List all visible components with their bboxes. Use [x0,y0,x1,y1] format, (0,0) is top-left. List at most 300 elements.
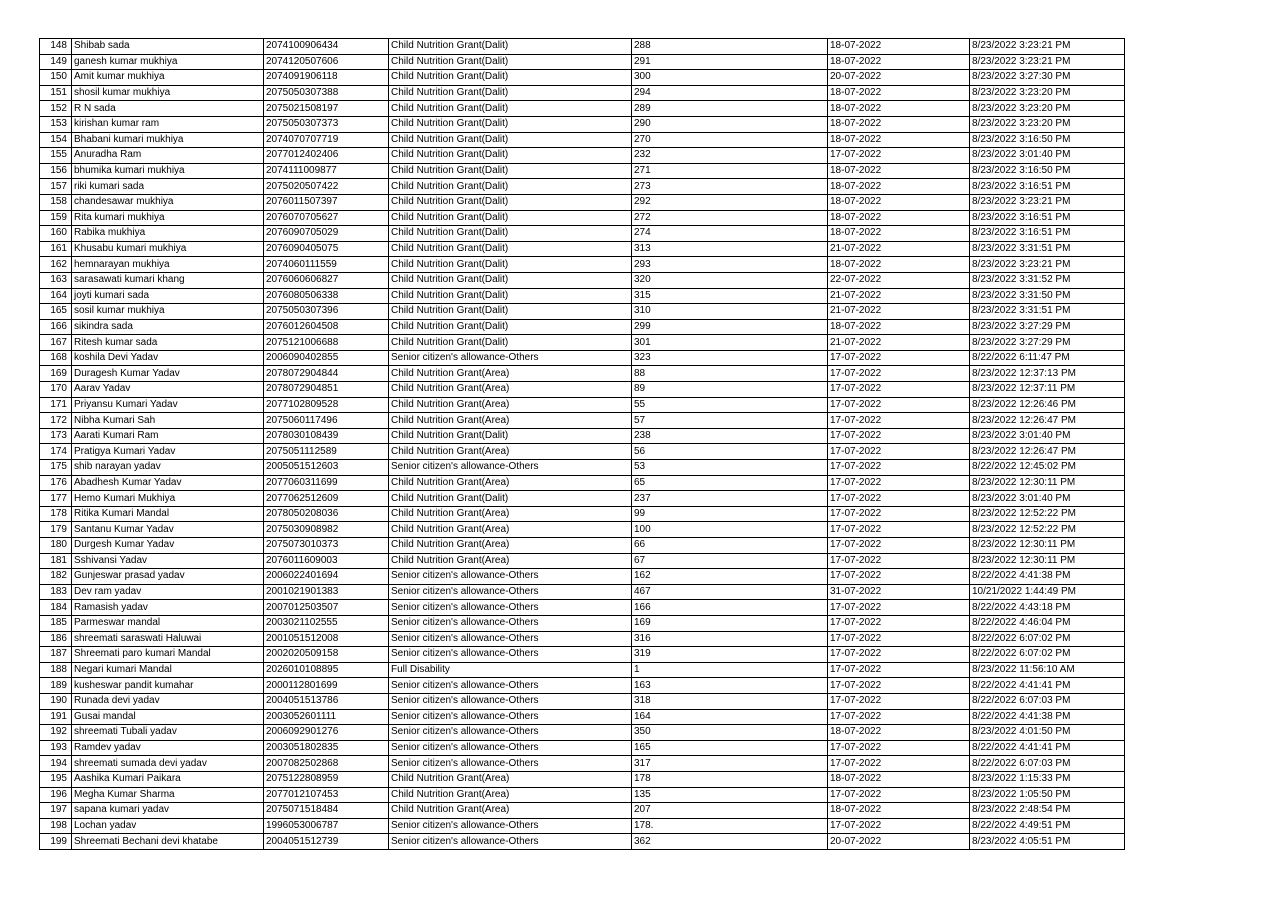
timestamp-cell: 8/22/2022 4:49:51 PM [970,818,1125,834]
registration-number-cell: 350 [632,725,828,741]
beneficiary-table [39,38,1125,850]
allowance-type-cell: Child Nutrition Grant(Dalit) [389,226,632,242]
date-cell: 17-07-2022 [828,647,970,663]
name-cell: Ramasish yadav [72,600,264,616]
registration-number-cell: 238 [632,428,828,444]
table-row [40,569,1125,585]
allowance-type-cell: Child Nutrition Grant(Area) [389,397,632,413]
id-number-cell: 2074070707719 [264,132,389,148]
date-cell: 18-07-2022 [828,319,970,335]
table-row [40,506,1125,522]
registration-number-cell: 313 [632,241,828,257]
registration-number-cell: 316 [632,631,828,647]
serial-number-cell: 198 [40,818,72,834]
name-cell: Ramdev yadav [72,740,264,756]
registration-number-cell: 99 [632,506,828,522]
allowance-type-cell: Senior citizen's allowance-Others [389,350,632,366]
allowance-type-cell: Child Nutrition Grant(Dalit) [389,257,632,273]
name-cell: shreemati saraswati Haluwai [72,631,264,647]
serial-number-cell: 155 [40,148,72,164]
timestamp-cell: 8/23/2022 3:23:21 PM [970,194,1125,210]
id-number-cell: 2075121006688 [264,335,389,351]
date-cell: 17-07-2022 [828,475,970,491]
registration-number-cell: 317 [632,756,828,772]
name-cell: sikindra sada [72,319,264,335]
date-cell: 17-07-2022 [828,413,970,429]
table-row [40,631,1125,647]
timestamp-cell: 8/22/2022 4:41:38 PM [970,709,1125,725]
name-cell: Durgesh Kumar Yadav [72,538,264,554]
table-row [40,350,1125,366]
registration-number-cell: 53 [632,460,828,476]
date-cell: 18-07-2022 [828,116,970,132]
registration-number-cell: 178 [632,771,828,787]
timestamp-cell: 8/22/2022 6:11:47 PM [970,350,1125,366]
date-cell: 18-07-2022 [828,725,970,741]
serial-number-cell: 170 [40,382,72,398]
serial-number-cell: 188 [40,662,72,678]
name-cell: shreemati sumada devi yadav [72,756,264,772]
name-cell: sosil kumar mukhiya [72,304,264,320]
id-number-cell: 2078030108439 [264,428,389,444]
name-cell: sapana kumari yadav [72,803,264,819]
id-number-cell: 2077102809528 [264,397,389,413]
registration-number-cell: 169 [632,615,828,631]
timestamp-cell: 8/22/2022 4:41:41 PM [970,740,1125,756]
serial-number-cell: 164 [40,288,72,304]
registration-number-cell: 57 [632,413,828,429]
registration-number-cell: 178. [632,818,828,834]
table-row [40,335,1125,351]
date-cell: 18-07-2022 [828,771,970,787]
allowance-type-cell: Child Nutrition Grant(Dalit) [389,194,632,210]
registration-number-cell: 290 [632,116,828,132]
name-cell: shreemati Tubali yadav [72,725,264,741]
allowance-type-cell: Child Nutrition Grant(Area) [389,444,632,460]
timestamp-cell: 8/23/2022 3:27:29 PM [970,335,1125,351]
table-row [40,319,1125,335]
timestamp-cell: 8/23/2022 4:01:50 PM [970,725,1125,741]
serial-number-cell: 148 [40,39,72,55]
table-row [40,444,1125,460]
registration-number-cell: 56 [632,444,828,460]
date-cell: 18-07-2022 [828,132,970,148]
registration-number-cell: 315 [632,288,828,304]
id-number-cell: 2076090705029 [264,226,389,242]
name-cell: Lochan yadav [72,818,264,834]
timestamp-cell: 8/23/2022 2:48:54 PM [970,803,1125,819]
serial-number-cell: 179 [40,522,72,538]
id-number-cell: 2000112801699 [264,678,389,694]
serial-number-cell: 156 [40,163,72,179]
serial-number-cell: 193 [40,740,72,756]
allowance-type-cell: Senior citizen's allowance-Others [389,740,632,756]
registration-number-cell: 271 [632,163,828,179]
name-cell: Hemo Kumari Mukhiya [72,491,264,507]
allowance-type-cell: Child Nutrition Grant(Dalit) [389,70,632,86]
name-cell: Megha Kumar Sharma [72,787,264,803]
id-number-cell: 2075073010373 [264,538,389,554]
serial-number-cell: 168 [40,350,72,366]
serial-number-cell: 157 [40,179,72,195]
date-cell: 17-07-2022 [828,631,970,647]
allowance-type-cell: Child Nutrition Grant(Dalit) [389,210,632,226]
allowance-type-cell: Child Nutrition Grant(Area) [389,506,632,522]
id-number-cell: 2077060311699 [264,475,389,491]
serial-number-cell: 161 [40,241,72,257]
name-cell: kusheswar pandit kumahar [72,678,264,694]
timestamp-cell: 8/23/2022 12:26:46 PM [970,397,1125,413]
registration-number-cell: 320 [632,272,828,288]
timestamp-cell: 8/23/2022 3:16:50 PM [970,163,1125,179]
table-row [40,709,1125,725]
timestamp-cell: 8/23/2022 4:05:51 PM [970,834,1125,850]
serial-number-cell: 165 [40,304,72,320]
id-number-cell: 2005051512603 [264,460,389,476]
date-cell: 17-07-2022 [828,569,970,585]
timestamp-cell: 8/22/2022 6:07:03 PM [970,756,1125,772]
name-cell: Rabika mukhiya [72,226,264,242]
serial-number-cell: 158 [40,194,72,210]
id-number-cell: 1996053006787 [264,818,389,834]
registration-number-cell: 135 [632,787,828,803]
date-cell: 18-07-2022 [828,54,970,70]
name-cell: Abadhesh Kumar Yadav [72,475,264,491]
date-cell: 17-07-2022 [828,553,970,569]
serial-number-cell: 187 [40,647,72,663]
table-row [40,397,1125,413]
date-cell: 21-07-2022 [828,304,970,320]
date-cell: 17-07-2022 [828,600,970,616]
allowance-type-cell: Senior citizen's allowance-Others [389,756,632,772]
registration-number-cell: 310 [632,304,828,320]
allowance-type-cell: Child Nutrition Grant(Dalit) [389,148,632,164]
timestamp-cell: 8/23/2022 3:31:51 PM [970,304,1125,320]
timestamp-cell: 8/23/2022 3:23:21 PM [970,39,1125,55]
timestamp-cell: 8/23/2022 3:27:29 PM [970,319,1125,335]
allowance-type-cell: Child Nutrition Grant(Dalit) [389,179,632,195]
table-row [40,101,1125,117]
date-cell: 17-07-2022 [828,538,970,554]
allowance-type-cell: Child Nutrition Grant(Area) [389,366,632,382]
allowance-type-cell: Senior citizen's allowance-Others [389,678,632,694]
table-body [40,39,1125,850]
timestamp-cell: 8/23/2022 12:26:47 PM [970,413,1125,429]
serial-number-cell: 185 [40,615,72,631]
date-cell: 17-07-2022 [828,740,970,756]
id-number-cell: 2076011507397 [264,194,389,210]
serial-number-cell: 178 [40,506,72,522]
timestamp-cell: 8/23/2022 3:31:50 PM [970,288,1125,304]
name-cell: Amit kumar mukhiya [72,70,264,86]
id-number-cell: 2075021508197 [264,101,389,117]
registration-number-cell: 166 [632,600,828,616]
date-cell: 18-07-2022 [828,194,970,210]
date-cell: 20-07-2022 [828,70,970,86]
id-number-cell: 2075050307388 [264,85,389,101]
allowance-type-cell: Child Nutrition Grant(Dalit) [389,428,632,444]
date-cell: 17-07-2022 [828,615,970,631]
timestamp-cell: 8/23/2022 12:30:11 PM [970,475,1125,491]
name-cell: Sshivansi Yadav [72,553,264,569]
timestamp-cell: 8/23/2022 3:23:20 PM [970,85,1125,101]
serial-number-cell: 197 [40,803,72,819]
date-cell: 18-07-2022 [828,257,970,273]
table-row [40,756,1125,772]
id-number-cell: 2075071518484 [264,803,389,819]
id-number-cell: 2078072904844 [264,366,389,382]
date-cell: 17-07-2022 [828,678,970,694]
name-cell: Santanu Kumar Yadav [72,522,264,538]
name-cell: Gusai mandal [72,709,264,725]
serial-number-cell: 149 [40,54,72,70]
table-row [40,740,1125,756]
id-number-cell: 2074111009877 [264,163,389,179]
date-cell: 21-07-2022 [828,241,970,257]
allowance-type-cell: Child Nutrition Grant(Dalit) [389,491,632,507]
allowance-type-cell: Child Nutrition Grant(Area) [389,771,632,787]
table-row [40,163,1125,179]
serial-number-cell: 171 [40,397,72,413]
allowance-type-cell: Child Nutrition Grant(Area) [389,382,632,398]
table-row [40,647,1125,663]
timestamp-cell: 8/23/2022 3:01:40 PM [970,491,1125,507]
serial-number-cell: 167 [40,335,72,351]
allowance-type-cell: Child Nutrition Grant(Area) [389,803,632,819]
allowance-type-cell: Senior citizen's allowance-Others [389,631,632,647]
timestamp-cell: 8/22/2022 6:07:03 PM [970,693,1125,709]
date-cell: 18-07-2022 [828,803,970,819]
date-cell: 17-07-2022 [828,444,970,460]
name-cell: Priyansu Kumari Yadav [72,397,264,413]
timestamp-cell: 8/23/2022 3:31:51 PM [970,241,1125,257]
serial-number-cell: 181 [40,553,72,569]
allowance-type-cell: Senior citizen's allowance-Others [389,569,632,585]
name-cell: shib narayan yadav [72,460,264,476]
date-cell: 17-07-2022 [828,428,970,444]
name-cell: Khusabu kumari mukhiya [72,241,264,257]
allowance-type-cell: Child Nutrition Grant(Dalit) [389,132,632,148]
allowance-type-cell: Child Nutrition Grant(Dalit) [389,116,632,132]
name-cell: Shreemati paro kumari Mandal [72,647,264,663]
date-cell: 17-07-2022 [828,662,970,678]
name-cell: Ritesh kumar sada [72,335,264,351]
table-row [40,179,1125,195]
id-number-cell: 2002020509158 [264,647,389,663]
registration-number-cell: 272 [632,210,828,226]
allowance-type-cell: Child Nutrition Grant(Dalit) [389,54,632,70]
date-cell: 22-07-2022 [828,272,970,288]
id-number-cell: 2074120507606 [264,54,389,70]
name-cell: hemnarayan mukhiya [72,257,264,273]
allowance-type-cell: Senior citizen's allowance-Others [389,600,632,616]
date-cell: 18-07-2022 [828,101,970,117]
registration-number-cell: 294 [632,85,828,101]
table-row [40,272,1125,288]
name-cell: Shreemati Bechani devi khatabe [72,834,264,850]
allowance-type-cell: Child Nutrition Grant(Dalit) [389,319,632,335]
date-cell: 17-07-2022 [828,460,970,476]
date-cell: 17-07-2022 [828,522,970,538]
name-cell: Aarav Yadav [72,382,264,398]
allowance-type-cell: Child Nutrition Grant(Area) [389,553,632,569]
date-cell: 17-07-2022 [828,818,970,834]
timestamp-cell: 8/23/2022 3:01:40 PM [970,428,1125,444]
id-number-cell: 2076011609003 [264,553,389,569]
table-row [40,366,1125,382]
allowance-type-cell: Child Nutrition Grant(Area) [389,475,632,491]
allowance-type-cell: Child Nutrition Grant(Area) [389,787,632,803]
timestamp-cell: 8/23/2022 3:16:51 PM [970,226,1125,242]
date-cell: 17-07-2022 [828,756,970,772]
id-number-cell: 2001021901383 [264,584,389,600]
registration-number-cell: 232 [632,148,828,164]
serial-number-cell: 183 [40,584,72,600]
allowance-type-cell: Child Nutrition Grant(Dalit) [389,39,632,55]
serial-number-cell: 191 [40,709,72,725]
date-cell: 18-07-2022 [828,163,970,179]
registration-number-cell: 292 [632,194,828,210]
timestamp-cell: 8/23/2022 3:16:51 PM [970,210,1125,226]
registration-number-cell: 165 [632,740,828,756]
id-number-cell: 2074060111559 [264,257,389,273]
id-number-cell: 2003052601111 [264,709,389,725]
registration-number-cell: 323 [632,350,828,366]
name-cell: sarasawati kumari khang [72,272,264,288]
id-number-cell: 2077012402406 [264,148,389,164]
registration-number-cell: 274 [632,226,828,242]
date-cell: 17-07-2022 [828,397,970,413]
name-cell: Anuradha Ram [72,148,264,164]
name-cell: Aashika Kumari Paikara [72,771,264,787]
timestamp-cell: 8/23/2022 3:23:21 PM [970,54,1125,70]
allowance-type-cell: Child Nutrition Grant(Area) [389,522,632,538]
id-number-cell: 2074091906118 [264,70,389,86]
timestamp-cell: 8/23/2022 12:52:22 PM [970,522,1125,538]
serial-number-cell: 160 [40,226,72,242]
registration-number-cell: 1 [632,662,828,678]
allowance-type-cell: Senior citizen's allowance-Others [389,584,632,600]
allowance-type-cell: Senior citizen's allowance-Others [389,709,632,725]
timestamp-cell: 8/23/2022 3:27:30 PM [970,70,1125,86]
serial-number-cell: 192 [40,725,72,741]
name-cell: Parmeswar mandal [72,615,264,631]
allowance-type-cell: Full Disability [389,662,632,678]
registration-number-cell: 273 [632,179,828,195]
id-number-cell: 2075051112589 [264,444,389,460]
timestamp-cell: 8/23/2022 3:23:20 PM [970,101,1125,117]
date-cell: 17-07-2022 [828,491,970,507]
name-cell: riki kumari sada [72,179,264,195]
timestamp-cell: 8/22/2022 4:46:04 PM [970,615,1125,631]
date-cell: 20-07-2022 [828,834,970,850]
timestamp-cell: 8/23/2022 3:23:21 PM [970,257,1125,273]
table-row [40,553,1125,569]
registration-number-cell: 270 [632,132,828,148]
table-row [40,460,1125,476]
id-number-cell: 2006090402855 [264,350,389,366]
name-cell: bhumika kumari mukhiya [72,163,264,179]
serial-number-cell: 176 [40,475,72,491]
allowance-type-cell: Senior citizen's allowance-Others [389,693,632,709]
name-cell: Dev ram yadav [72,584,264,600]
timestamp-cell: 8/23/2022 1:05:50 PM [970,787,1125,803]
serial-number-cell: 199 [40,834,72,850]
registration-number-cell: 100 [632,522,828,538]
table-row [40,132,1125,148]
name-cell: koshila Devi Yadav [72,350,264,366]
table-row [40,304,1125,320]
registration-number-cell: 318 [632,693,828,709]
timestamp-cell: 8/22/2022 6:07:02 PM [970,631,1125,647]
id-number-cell: 2076060606827 [264,272,389,288]
name-cell: Aarati Kumari Ram [72,428,264,444]
date-cell: 18-07-2022 [828,179,970,195]
table-row [40,584,1125,600]
table-row [40,522,1125,538]
allowance-type-cell: Child Nutrition Grant(Dalit) [389,163,632,179]
registration-number-cell: 65 [632,475,828,491]
registration-number-cell: 207 [632,803,828,819]
id-number-cell: 2003051802835 [264,740,389,756]
id-number-cell: 2075050307396 [264,304,389,320]
timestamp-cell: 8/23/2022 12:26:47 PM [970,444,1125,460]
name-cell: Rita kumari mukhiya [72,210,264,226]
serial-number-cell: 195 [40,771,72,787]
date-cell: 17-07-2022 [828,693,970,709]
allowance-type-cell: Child Nutrition Grant(Area) [389,413,632,429]
id-number-cell: 2026010108895 [264,662,389,678]
serial-number-cell: 151 [40,85,72,101]
timestamp-cell: 10/21/2022 1:44:49 PM [970,584,1125,600]
name-cell: Runada devi yadav [72,693,264,709]
timestamp-cell: 8/23/2022 3:01:40 PM [970,148,1125,164]
id-number-cell: 2076012604508 [264,319,389,335]
date-cell: 17-07-2022 [828,350,970,366]
id-number-cell: 2074100906434 [264,39,389,55]
id-number-cell: 2077062512609 [264,491,389,507]
allowance-type-cell: Senior citizen's allowance-Others [389,818,632,834]
id-number-cell: 2006022401694 [264,569,389,585]
timestamp-cell: 8/22/2022 6:07:02 PM [970,647,1125,663]
table-row [40,116,1125,132]
timestamp-cell: 8/23/2022 3:23:20 PM [970,116,1125,132]
name-cell: R N sada [72,101,264,117]
name-cell: Bhabani kumari mukhiya [72,132,264,148]
allowance-type-cell: Child Nutrition Grant(Dalit) [389,304,632,320]
timestamp-cell: 8/23/2022 12:52:22 PM [970,506,1125,522]
table-row [40,241,1125,257]
id-number-cell: 2075030908982 [264,522,389,538]
date-cell: 18-07-2022 [828,226,970,242]
timestamp-cell: 8/22/2022 12:45:02 PM [970,460,1125,476]
serial-number-cell: 182 [40,569,72,585]
registration-number-cell: 288 [632,39,828,55]
registration-number-cell: 162 [632,569,828,585]
serial-number-cell: 180 [40,538,72,554]
registration-number-cell: 163 [632,678,828,694]
date-cell: 17-07-2022 [828,787,970,803]
allowance-type-cell: Child Nutrition Grant(Dalit) [389,101,632,117]
registration-number-cell: 55 [632,397,828,413]
date-cell: 18-07-2022 [828,85,970,101]
allowance-type-cell: Child Nutrition Grant(Dalit) [389,288,632,304]
registration-number-cell: 319 [632,647,828,663]
table-row [40,803,1125,819]
name-cell: Nibha Kumari Sah [72,413,264,429]
table-row [40,787,1125,803]
table-row [40,54,1125,70]
